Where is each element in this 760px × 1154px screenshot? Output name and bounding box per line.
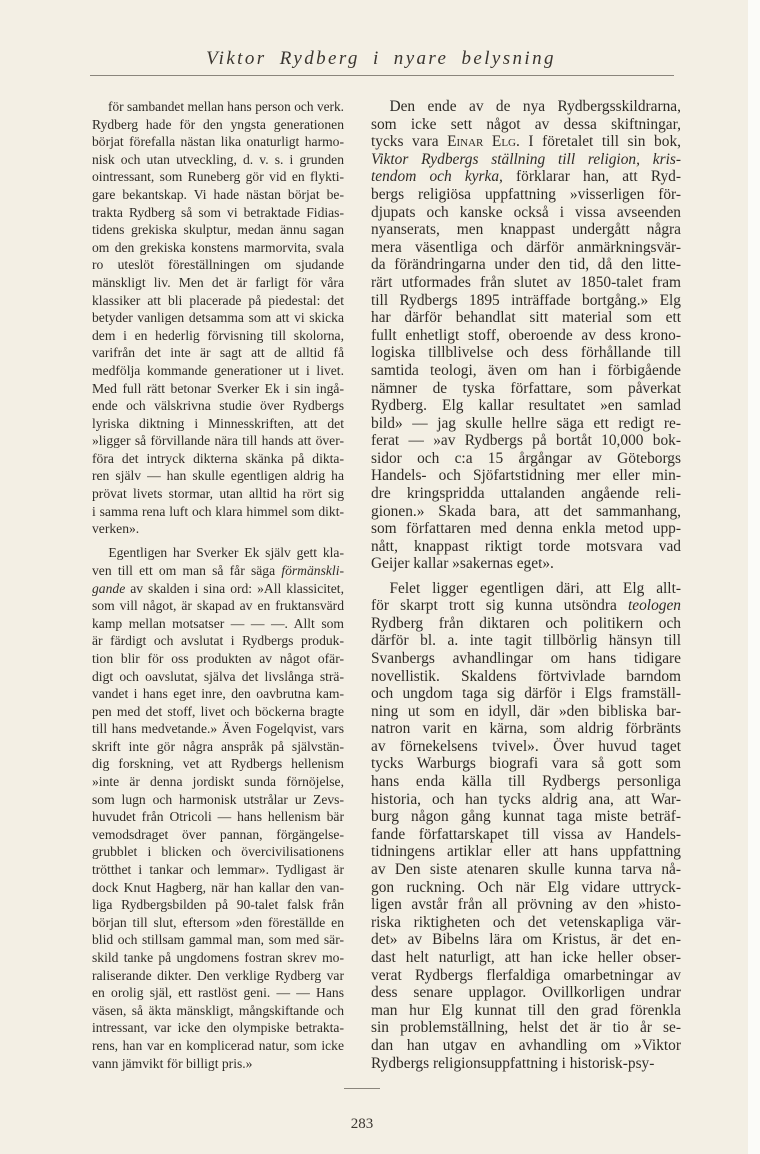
- text-line: gionen.» Skada bara, att det sammanhang,: [371, 502, 681, 520]
- text-line: varifrån det inte är sagt att de alltid få: [92, 345, 344, 361]
- text-segment: av skalden i sina ord: »All klassicitet,: [125, 580, 344, 596]
- text-line: [371, 151, 681, 169]
- text-line: Rydbergs religionsuppfattning i historisk-psy-: [371, 1054, 655, 1072]
- text-line: natron varit en kärna, som aldrig förbränts: [371, 720, 681, 738]
- text-line: huvudet från Otricoli — hans hellenism bär: [92, 809, 344, 825]
- text-line: ende och välskrivna studie över Rydbergs: [92, 398, 344, 414]
- text-line: [371, 597, 681, 615]
- text-line: nyanserats, men knappast undergått några: [371, 221, 681, 239]
- small-caps-name: Einar Elg: [447, 133, 516, 151]
- text-line: man hur Elg kunnat till den grad förenkla: [371, 1001, 681, 1019]
- text-line: rärt utformades från slutet av 1850-talet fram: [371, 273, 681, 291]
- italic-text: Viktor Rydbergs ställning till religion, kris-: [371, 150, 681, 168]
- text-line: [92, 580, 344, 598]
- text-line: Handels- och Sjöfartstidning mer eller min-: [371, 467, 681, 485]
- text-line: verat Rydbergs flerfaldiga omarbetningar av: [371, 966, 681, 984]
- text-line: nisk och utan utveckling, d. v. s. i grunden: [92, 151, 344, 167]
- text-line: dock Knut Hagberg, när han kallar den van-: [92, 879, 344, 895]
- text-line: väsen, så äkta mänskligt, mångskiftande och: [92, 1002, 344, 1018]
- italic-text: förmänskli-: [281, 562, 344, 578]
- text-line: trötthet i tankar och lemmar». Tydligast är: [92, 862, 344, 878]
- text-line: dig forskning, vet att Rydbergs hellenism: [92, 756, 344, 772]
- text-line: djupats och kanske också i vissa avseenden: [371, 203, 681, 221]
- paragraph: [371, 580, 681, 1073]
- text-line: en orolig själ, ett rastlöst geni. — — Hans: [92, 985, 344, 1001]
- text-line: bild» — jag skulle hellre säga ett redigt re-: [371, 414, 681, 432]
- text-line: skild tanke på ungdomens fostran skrev mo-: [92, 950, 344, 965]
- text-line: har därför behandlat sitt material som ett: [371, 309, 681, 327]
- text-line: tycks Warburgs biografi vara så gott som: [371, 755, 681, 773]
- italic-text: teologen: [628, 597, 681, 615]
- page-number: 283: [350, 1116, 374, 1132]
- text-line: riska riktigheten och det vetenskapliga vär-: [371, 913, 681, 931]
- text-segment: förklarar han, att Ryd-: [502, 168, 681, 186]
- text-line: föra det intryck dikterna skänka på dikta-: [92, 450, 344, 466]
- text-line: Rydberg hade för den yngsta generationen: [92, 116, 344, 132]
- text-line: skrift inte gör några anspråk på självstän-: [92, 738, 344, 754]
- text-line: intressant, var icke den olympiske betrakta-: [92, 1020, 344, 1036]
- text-line: dess senare upplagor. Ovillkorligen undrar: [371, 984, 681, 1002]
- text-line: klassiker att bli placerade på piedestal: det: [92, 292, 344, 308]
- text-line: till hans medvetande.» Även Fogelqvist, vars: [92, 721, 344, 737]
- text-segment: . I företalet till sin bok,: [515, 133, 681, 151]
- text-line: hans enda källa till Rydbergs personliga: [371, 773, 681, 791]
- text-segment: ven till ett om man så får säga: [92, 562, 282, 578]
- text-line: vann jämvikt för billigt pris.»: [92, 1055, 253, 1071]
- text-line: sidor och c:a 15 årgångar av Göteborgs: [371, 449, 681, 467]
- paragraph: [92, 544, 344, 1072]
- text-line: därför bl. a. inte tagit tillbörlig hänsyn till: [371, 632, 681, 650]
- text-line: tion blir för oss produkten av något ofär-: [92, 650, 344, 666]
- text-line: [371, 133, 681, 151]
- text-line: lyriska diktning i Minnesskriften, att det: [92, 415, 344, 431]
- text-line: som icke sett något av dessa skiftningar,: [371, 115, 681, 133]
- text-segment: tycks vara: [371, 133, 448, 151]
- text-line: ro uteslöt föreställningen om sjudande: [92, 257, 344, 273]
- footer-rule: [344, 1088, 380, 1089]
- text-line: gon ruckning. Och när Elg vidare uttryck-: [371, 878, 681, 896]
- text-line: ferat — »av Rydbergs på bortåt 10,000 bok-: [371, 432, 681, 450]
- text-line: och ungdom taga sig därför i Elgs framställ-: [371, 685, 681, 703]
- text-line: början till slut, eftersom »den föreställde en: [92, 914, 344, 930]
- text-line: burg någon gång kunnat taga miste beträf-: [371, 808, 681, 826]
- text-line: »ligger så förvillande nära till hands att över-: [92, 433, 344, 449]
- text-line: Rydberg från diktaren och politikern och: [371, 614, 681, 632]
- text-line: »inte är denna jordiskt sunda förnöjelse,: [92, 774, 344, 790]
- text-line: ointressant, som Runeberg gör vid en flykti-: [92, 169, 344, 185]
- text-line: för sambandet mellan hans person och verk.: [108, 99, 344, 114]
- text-line: börjat förefalla nästan lika onaturligt harmo-: [92, 134, 344, 150]
- text-line: ning ut som en idyll, där »den bibliska bar-: [371, 702, 681, 720]
- text-line: gare bekantskap. Vi hade nästan börjat be-: [92, 186, 344, 202]
- text-line: blid och stillsam gammal man, som med sär-: [92, 932, 344, 948]
- text-line: Rydberg. Elg kallar resultatet »en samlad: [371, 397, 681, 415]
- text-line: Svanbergs avhandlingar om hans tidigare: [371, 649, 681, 667]
- text-line: rens, han var en komplicerad natur, som icke: [92, 1037, 344, 1053]
- text-line: som vill något, är skapad av en fruktansvärd: [92, 598, 344, 614]
- text-line: som lugn och harmonisk utstrålar ur Zevs-: [92, 791, 344, 807]
- text-line: det» av Bibelns lära om Kristus, är det en-: [371, 931, 681, 949]
- text-line: pen med det stoff, livet och böckerna bragte: [92, 703, 344, 719]
- text-line: novellistik. Skaldens förtvivlade barndom: [371, 667, 681, 685]
- text-line: som författaren med denna enkla metod upp-: [371, 520, 681, 538]
- text-line: ligen avstår från all prövning av den »histo-: [371, 896, 681, 914]
- text-line: samtida teologi, även om han i förbigående: [371, 361, 681, 379]
- header-rule: [90, 75, 674, 76]
- italic-text: tendom och kyrka,: [371, 168, 503, 186]
- text-line: Geijer kallar »sakernas eget».: [371, 555, 554, 573]
- text-line: liga Rydbergsbilden på 90-talet falsk från: [92, 897, 344, 913]
- text-line: tidningens artiklar eller att hans uppfattning: [371, 843, 681, 861]
- text-line: sin problemställning, helst det är tio år se-: [371, 1019, 681, 1037]
- text-line: dan han utgav en avhandling om »Viktor: [371, 1036, 681, 1054]
- text-line: grubblet i blicken och övercivilisationens: [92, 844, 344, 860]
- text-line: digt och oavslutat, själva det livslånga strä-: [92, 668, 344, 684]
- text-line: fullt enhetligt stoff, oberoende av dess krono-: [371, 326, 681, 344]
- text-line: [92, 562, 344, 580]
- text-line: av förnekelsens tvivel». Över huvud taget: [371, 737, 681, 755]
- text-line: verken».: [92, 521, 140, 537]
- text-line: tidens grekiska skulptur, medan ännu sagan: [92, 222, 344, 238]
- text-line: i samma rena luft och klara himmel som dikt-: [92, 503, 344, 519]
- text-line: är färdigt och avslutat i Rydbergs produk-: [92, 633, 344, 649]
- text-line: dast helt naturligt, att han icke heller obser-: [371, 949, 681, 966]
- paragraph: [92, 98, 344, 538]
- text-line: raliserande dikter. Den verklige Rydberg var: [92, 967, 344, 983]
- text-line: om den grekiska konstens marmorvita, svala: [92, 239, 344, 255]
- text-line: nämner de tyska författare, som påverkat: [371, 379, 681, 397]
- left-column: [92, 98, 344, 1072]
- text-line: prövat livets stormar, utan alltid ha rört sig: [92, 486, 344, 502]
- text-line: Den ende av de nya Rydbergsskildrarna,: [389, 98, 681, 115]
- text-line: da förändringarna under den tid, då den litte-: [371, 256, 681, 274]
- text-line: fande författarskapet till vissa av Handels-: [371, 825, 681, 843]
- text-line: Egentligen har Sverker Ek själv gett kla-: [108, 545, 344, 561]
- text-line: mänskligt liv. Men det är farligt för våra: [92, 274, 344, 290]
- text-line: bergs religiösa uppfattning »visserligen för-: [371, 185, 681, 203]
- text-line: trakta Rydberg så som vi betraktade Fidias-: [92, 204, 344, 220]
- text-line: dre kringspridda uttalanden angående reli-: [371, 485, 681, 503]
- paragraph: [371, 98, 681, 573]
- text-line: Felet ligger egentligen däri, att Elg allt-: [389, 579, 681, 597]
- text-segment: för skarpt trott sig kunna utsöndra: [371, 597, 628, 615]
- text-line: betyder vanligen detsamma som att vi skicka: [92, 310, 344, 326]
- text-line: kamp mellan motsatser — — —. Allt som: [92, 615, 344, 631]
- text-line: dem i en hederlig förvisning till skolorna,: [92, 327, 344, 343]
- running-title: Viktor Rydberg i nyare belysning: [206, 48, 556, 69]
- text-line: Med full rätt betonar Sverker Ek i sin ingå-: [92, 380, 344, 396]
- text-line: ren själv — han skulle egentligen aldrig ha: [92, 468, 344, 484]
- text-line: nått, knappast riktigt torde motsvara vad: [371, 537, 681, 555]
- text-line: medfölja kommande generationer ut i livet.: [92, 362, 344, 378]
- text-line: mera väsentliga och därför anmärkningsvär-: [371, 238, 681, 256]
- text-line: till Rydbergs 1895 inträffade bortgång.» Elg: [371, 291, 681, 309]
- text-line: historia, och han tycks aldrig ana, att War-: [371, 790, 681, 808]
- text-line: vandet i hans eget inre, den oavbrutna kam-: [92, 686, 344, 702]
- italic-text: gande: [92, 580, 126, 596]
- text-line: logiska tillblivelse och dess förhållande till: [371, 344, 681, 362]
- text-line: [371, 168, 681, 186]
- text-line: vemodsdraget över pannan, förgängelse-: [92, 826, 344, 842]
- right-column: [371, 98, 681, 1072]
- text-line: av Den siste atenaren skulle kunna tarva nå-: [371, 861, 681, 879]
